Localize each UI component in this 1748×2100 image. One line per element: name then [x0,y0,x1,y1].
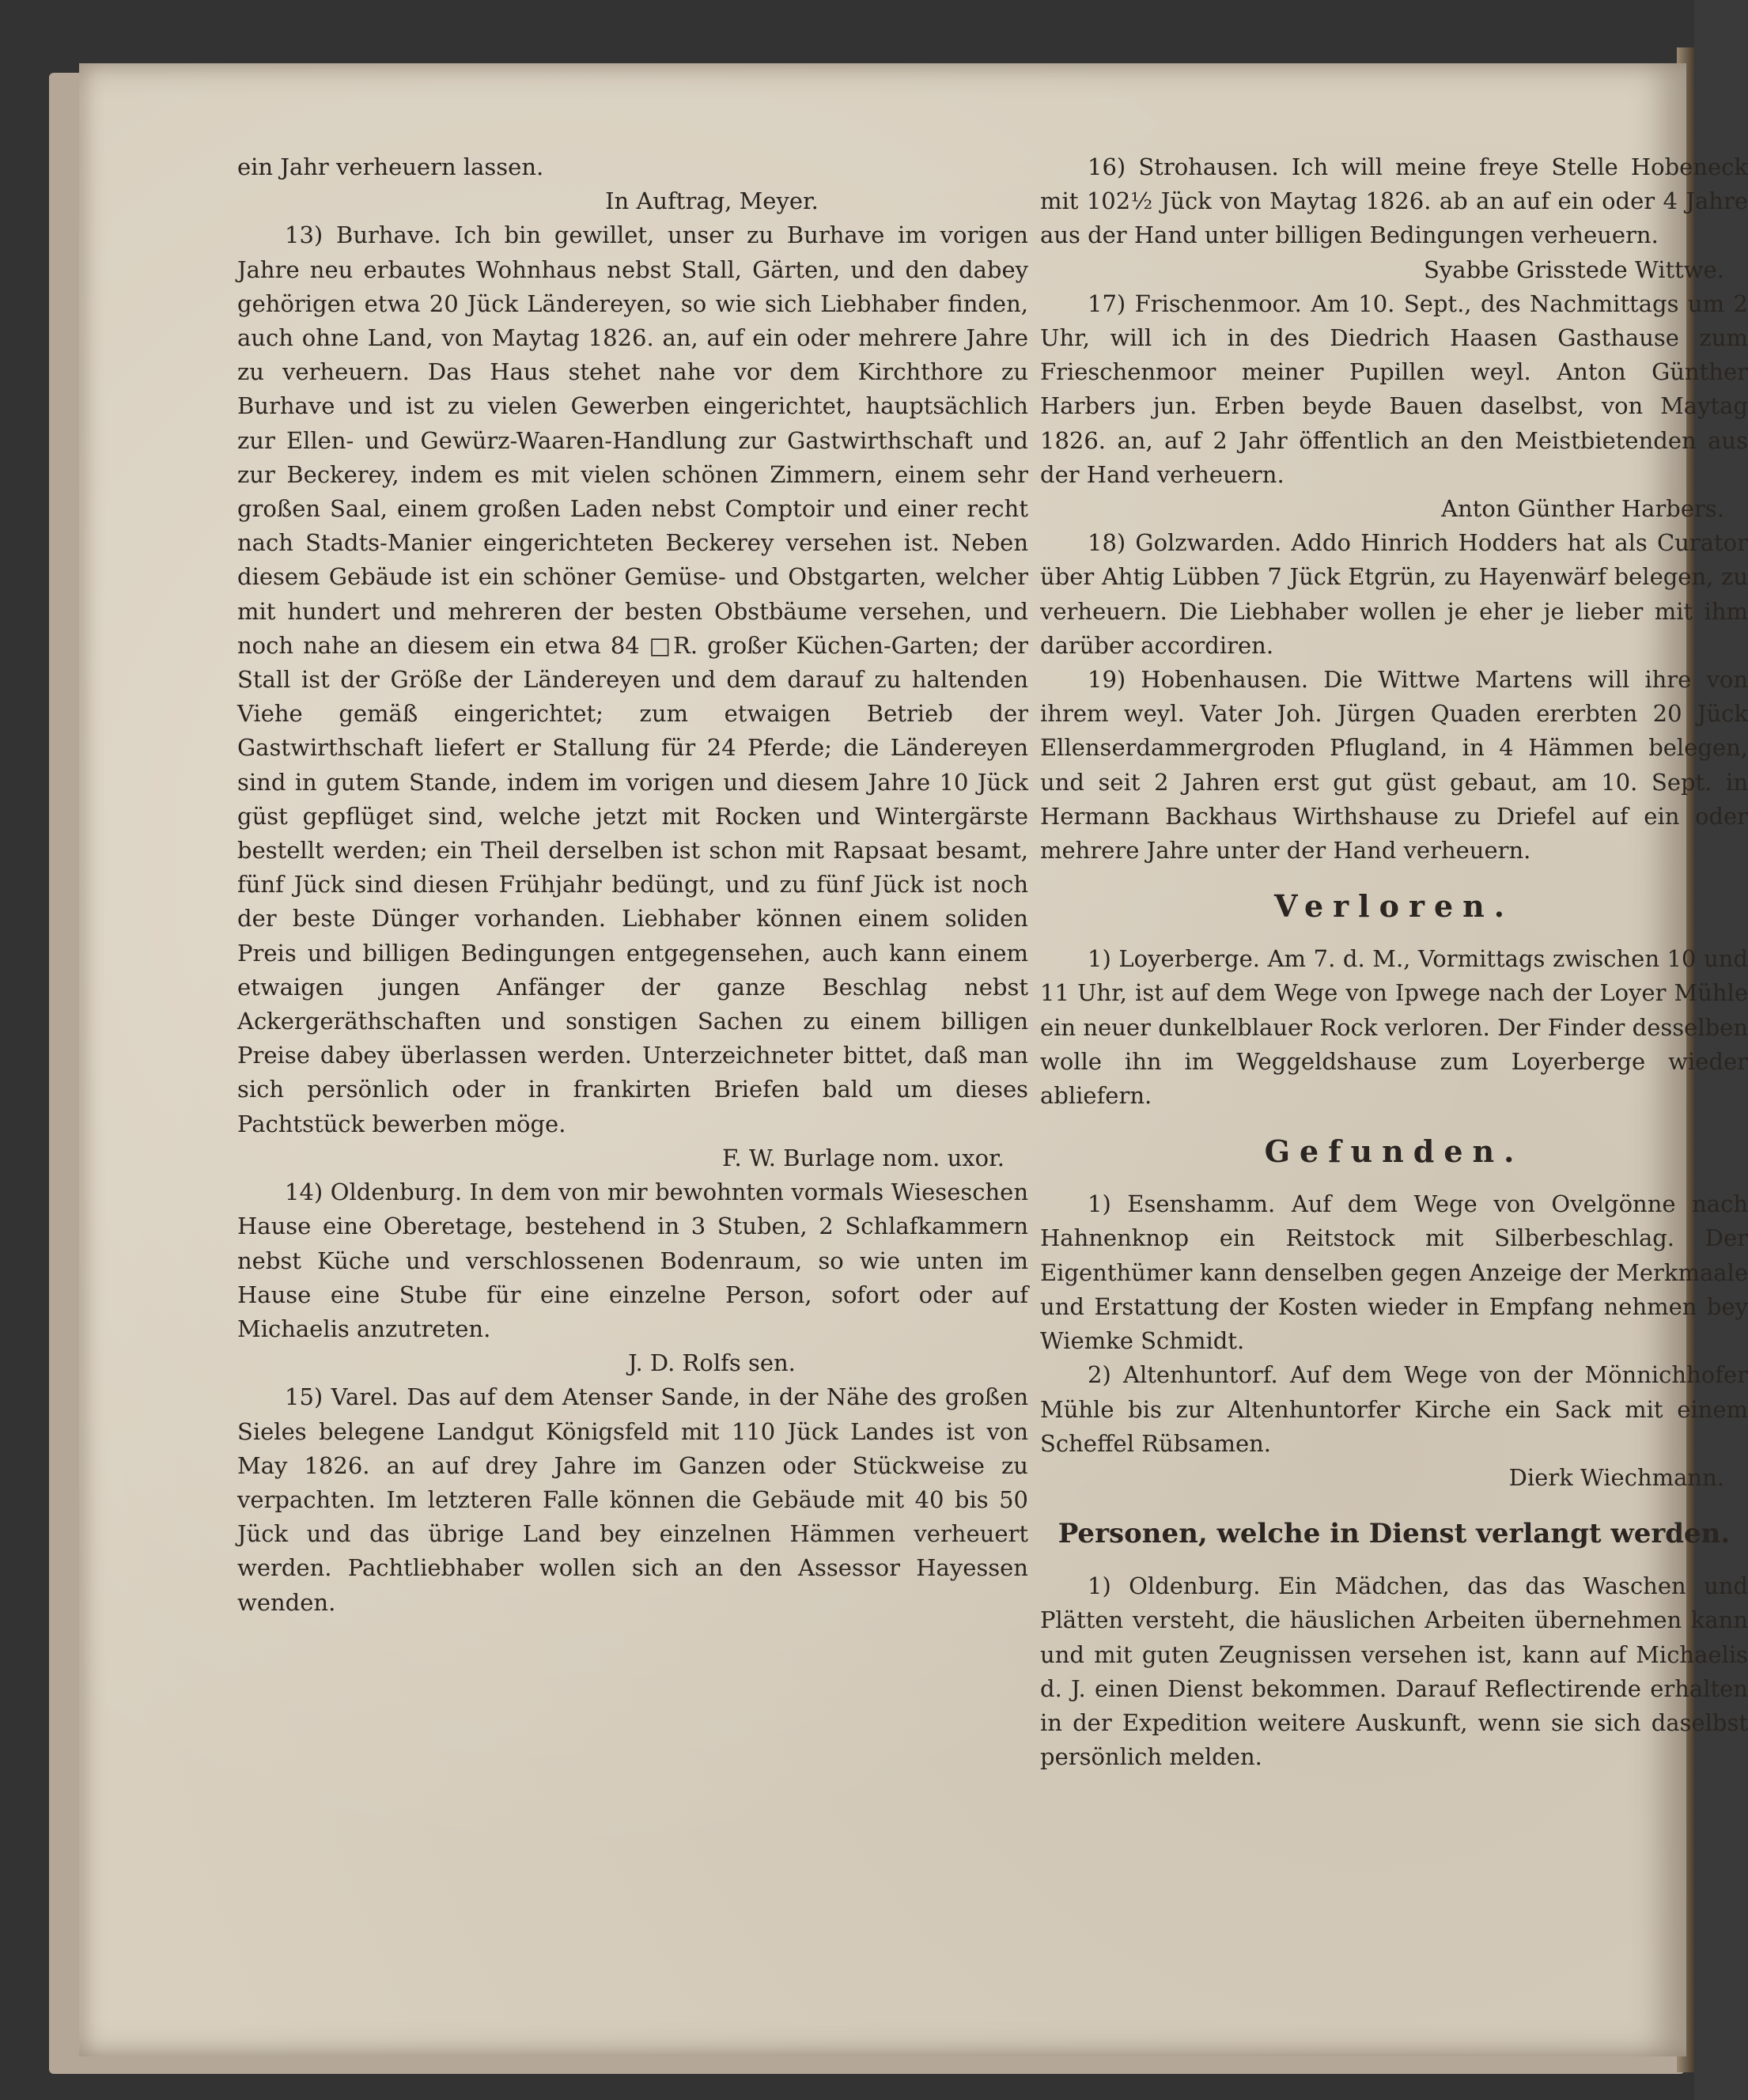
lead-in-text: ein Jahr verheuern lassen. [237,153,544,180]
entry-18-golzwarden: 18) Golzwarden. Addo Hinrich Hodders hat als Curator über Ahtig Lübben 7 Jück Etgrün, zu Hayenwärf belegen, zu verheuern. Die Liebhaber wollen je eher je lieber mit ihm darüber accordiren. [1040,529,1748,659]
signature-rolfs: J. D. Rolfs sen. [628,1349,796,1377]
signature-wiechmann: Dierk Wiechmann. [1508,1463,1724,1491]
right-column [1040,150,1748,1774]
entry-17-frischenmoor: 17) Frischenmoor. Am 10. Sept., des Nachmittags um 2 Uhr, will ich in des Diedrich Haasen Gasthause zum Frieschenmoor meiner Pupillen weyl. Anton Günther Harbers jun. Erben beyde Bauen daselbst, von Maytag 1826. an, auf 2 Jahr öffentlich an den Meistbietenden aus der Hand verheuern. [1040,289,1748,488]
signature-meyer: In Auftrag, Meyer. [605,187,819,215]
found-item-2: 2) Altenhuntorf. Auf dem Wege von der Mönnichhofer Mühle bis zur Altenhuntorfer Kirche ein Sack mit einem Scheffel Rübsamen. [1040,1361,1748,1457]
page-sheet [79,63,1748,2056]
signature-syabbe: Syabbe Grisstede Wittwe. [1424,255,1724,283]
left-column [237,150,1028,1620]
heading-gefunden: Gefunden. [1264,1133,1524,1170]
heading-verloren: Verloren. [1273,888,1515,925]
lost-item-1: 1) Loyerberge. Am 7. d. M., Vormittags zwischen 10 und 11 Uhr, ist auf dem Wege von Ipwege nach der Loyer Mühle ein neuer dunkelblauer Rock verloren. Der Finder desselben wolle ihn im Weggeldshause zum Loyerberge wieder abliefern. [1040,945,1748,1110]
signature-harbers: Anton Günther Harbers. [1441,495,1724,523]
entry-15-varel: 15) Varel. Das auf dem Atenser Sande, in der Nähe des großen Sieles belegene Landgut Königsfeld mit 110 Jück Landes ist von May 1826. an auf drey Jahre im Ganzen oder Stückweise zu verpachten. Im letzteren Falle können die Gebäude mit 40 bis 50 Jück und das übrige Land bey einzelnen Hämmen verheuert werden. Pachtliebhaber wollen sich an den Assessor Hayessen wenden. [237,1383,1028,1616]
entry-13-burhave: 13) Burhave. Ich bin gewillet, unser zu Burhave im vorigen Jahre neu erbautes Wohnhaus nebst Stall, Gärten, und den dabey gehörigen etwa 20 Jück Ländereyen, so wie sich Liebhaber finden, auch ohne Land, von Maytag 1826. an, auf ein oder mehrere Jahre zu verheuern. Das Haus stehet nahe vor dem Kirchthore zu Burhave und ist zu vielen Gewerben eingerichtet, hauptsächlich zur Ellen- und Gewürz-Waaren-Handlung zur Gastwirthschaft und zur Beckerey, indem es mit vielen schönen Zimmern, einem sehr großen Saal, einem großen Laden nebst Comptoir und einer recht nach Stadts-Manier eingerichteten Beckerey versehen ist. Neben diesem Gebäude ist ein schöner Gemüse- und Obstgarten, welcher mit hundert und mehreren der besten Obstbäume versehen, und noch nahe an diesem ein etwa 84 □R. großer Küchen-Garten; der Stall ist der Größe der Ländereyen und dem darauf zu haltenden Viehe gemäß eingerichtet; zum etwaigen Betrieb der Gastwirthschaft liefert er Stallung für 24 Pferde; die Ländereyen sind in gutem Stande, indem im vorigen und diesem Jahre 10 Jück güst gepflüget sind, welche jetzt mit Rocken und Wintergärste bestellt werden; ein Theil derselben ist schon mit Rapsaat besamt, fünf Jück sind diesen Frühjahr bedüngt, und zu fünf Jück ist noch der beste Dünger vorhanden. Liebhaber können einem soliden Preis und billigen Bedingungen entgegensehen, auch kann einem etwaigen jungen Anfänger der ganze Beschlag nebst Ackergeräthschaften und sonstigen Sachen zu einem billigen Preise dabey überlassen werden. Unterzeichneter bittet, daß man sich persönlich oder in frankirten Briefen bald um dieses Pachtstück bewerben möge. [237,221,1028,1137]
entry-14-oldenburg: 14) Oldenburg. In dem von mir bewohnten vormals Wieseschen Hause eine Oberetage, bestehend in 3 Stuben, 2 Schlafkammern nebst Küche und verschlossenen Bodenraum, so wie unten im Hause eine Stube für eine einzelne Person, sofort oder auf Michaelis anzutreten. [237,1179,1028,1342]
entry-19-hobenhausen: 19) Hobenhausen. Die Wittwe Martens will ihre von ihrem weyl. Vater Joh. Jürgen Quaden ererbten 20 Jück Ellenserdammergroden Pflugland, in 4 Hämmen belegen, und seit 2 Jahren erst gut güst gebaut, am 10. Sept. in Hermann Backhaus Wirthshause zu Driefel auf ein oder mehrere Jahre unter der Hand verheuern. [1040,666,1748,865]
signature-burlage: F. W. Burlage nom. uxor. [721,1144,1005,1171]
found-item-1: 1) Esenshamm. Auf dem Wege von Ovelgönne nach Hahnenknop ein Reitstock mit Silberbeschlag. Der Eigenthümer kann denselben gegen Anzeige der Merkmaale und Erstattung der Kosten wieder in Empfang nehmen bey Wiemke Schmidt. [1040,1190,1748,1355]
heading-dienst: Personen, welche in Dienst verlangt werden. [1058,1518,1731,1550]
service-item-1: 1) Oldenburg. Ein Mädchen, das das Waschen und Plätten versteht, die häuslichen Arbeiten übernehmen kann und mit guten Zeugnissen versehen ist, kann auf Michaelis d. J. einen Dienst bekommen. Darauf Reflectirende erhalten in der Expedition weitere Auskunft, wenn sie sich daselbst persönlich melden. [1040,1572,1748,1771]
entry-16-strohausen: 16) Strohausen. Ich will meine freye Stelle Hobeneck mit 102½ Jück von Maytag 1826. ab an auf ein oder 4 Jahre aus der Hand unter billigen Bedingungen verheuern. [1040,153,1748,249]
